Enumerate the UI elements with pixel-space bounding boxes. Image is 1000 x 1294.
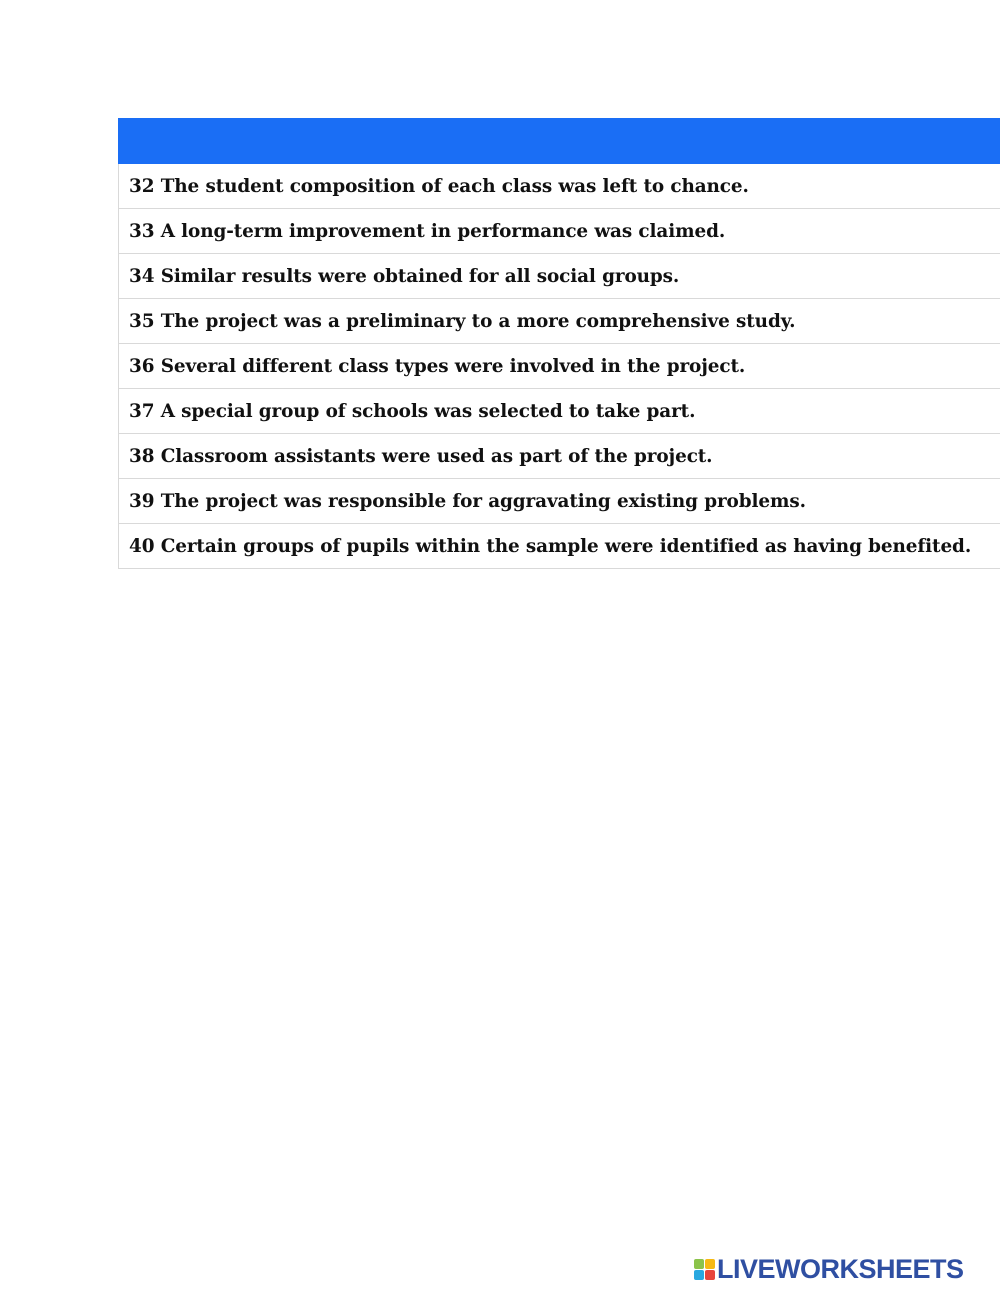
logo-text: LIVEWORKSHEETS <box>717 1253 964 1284</box>
table-row <box>118 164 1000 209</box>
logo-tile <box>694 1259 704 1269</box>
table-header <box>118 118 1000 164</box>
table-row <box>118 434 1000 479</box>
logo-tile <box>705 1270 715 1280</box>
statement-text: 39 The project was responsible for aggravating existing problems. <box>129 490 806 512</box>
statement-text: 36 Several different class types were involved in the project. <box>129 355 746 377</box>
table-row <box>118 524 1000 569</box>
statement-text: 32 The student composition of each class was left to chance. <box>129 175 749 197</box>
logo-tiles-icon <box>694 1259 715 1280</box>
liveworksheets-logo <box>694 1254 964 1284</box>
table-row <box>118 479 1000 524</box>
table-row <box>118 299 1000 344</box>
statement-text: 33 A long-term improvement in performance was claimed. <box>129 220 726 242</box>
statement-text: 35 The project was a preliminary to a more comprehensive study. <box>129 310 796 332</box>
statements-table <box>118 118 1000 569</box>
statement-text: 40 Certain groups of pupils within the sample were identified as having benefited. <box>129 535 972 557</box>
statement-text: 37 A special group of schools was selected to take part. <box>129 400 696 422</box>
statement-text: 38 Classroom assistants were used as part of the project. <box>129 445 713 467</box>
table-row <box>118 209 1000 254</box>
table-row <box>118 389 1000 434</box>
table-row <box>118 254 1000 299</box>
table-row <box>118 344 1000 389</box>
logo-tile <box>694 1270 704 1280</box>
logo-tile <box>705 1259 715 1269</box>
statement-text: 34 Similar results were obtained for all social groups. <box>129 265 680 287</box>
